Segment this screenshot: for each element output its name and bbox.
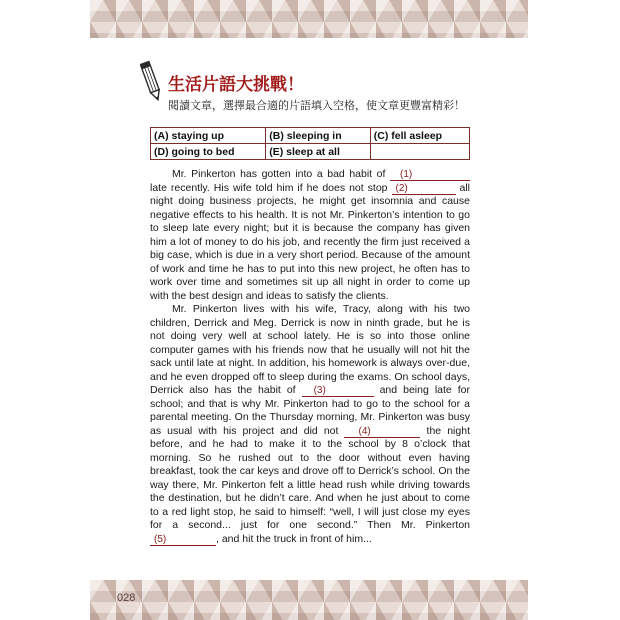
blank-5: (5) (150, 534, 216, 546)
bottom-decorative-band (90, 580, 528, 620)
passage (150, 168, 470, 546)
choice-b: (B) sleeping in (266, 128, 371, 144)
choice-c: (C) fell asleep (370, 128, 469, 144)
passage-text: Mr. Pinkerton lives with his wife, Tracy, along with his two children, Derrick and Meg. Derrick is now in ninth grade, but he is not doing very well at school lately. He is so into those online computer games with his friends now that he usually will not hit the sack until late at night. In addition, his homework is always over-due, and he even dropped off to sleep during the exams. On school days, Derrick also has the habit of (150, 303, 470, 396)
page-number: 028 (117, 592, 136, 604)
blank-4: (4) (344, 426, 420, 438)
passage-text: Mr. Pinkerton has gotten into a bad habit of (172, 168, 390, 180)
choices-table (150, 127, 470, 160)
paragraph-1 (150, 168, 470, 303)
choices-row (151, 144, 470, 160)
passage-text: the night before, and he had to make it to the school by 8 o’clock that morning. So he rushed out to the door without even having breakfast, took the car keys and drove off to Derrick’s school. On the way there, Mr. Pinkerton felt a little head rush while driving towards the destination, but he didn’t care. And when he just about to come to a red light stop, he said to himself: “well, I will just close my eyes for a second... just for one second.” Then Mr. Pinkerton (150, 424, 470, 531)
blank-1: (1) (390, 169, 470, 181)
choice-e: (E) sleep at all (266, 144, 371, 160)
choice-a: (A) staying up (151, 128, 266, 144)
choice-empty (370, 144, 469, 160)
passage-text: and being late for school; and that is why Mr. Pinkerton had to go to the school for a parental meeting. On the Thursday morning, Mr. Pinkerton was busy as usual with his project and did not (150, 384, 470, 437)
blank-3: (3) (302, 385, 374, 397)
instruction-text: 閱讀文章，選擇最合適的片語填入空格，使文章更豐富精彩！ (168, 100, 465, 112)
passage-text: late recently. His wife told him if he does not stop (150, 181, 392, 194)
page-title: 生活片語大挑戰！ (168, 75, 304, 94)
pencil-icon (140, 60, 162, 104)
passage-text: all night doing business projects, he might get insomnia and cause negative effects to his health. It is not Mr. Pinkerton’s intention to go to sleep late every night; but it is because the company has given him a lot of money to do his job, and recently the firm just received a big case, which is due in a very short period. Because of the amount of work and time he has to put into this new project, he often has to work over time and sometimes sit up all night in order to come up with the best design and ideas to satisfy the clients. (150, 181, 470, 302)
choice-d: (D) going to bed (151, 144, 266, 160)
top-decorative-band (90, 0, 528, 38)
paragraph-2 (150, 303, 470, 546)
blank-2: (2) (392, 183, 456, 195)
choices-row (151, 128, 470, 144)
passage-text: , and hit the truck in front of him... (216, 532, 372, 545)
